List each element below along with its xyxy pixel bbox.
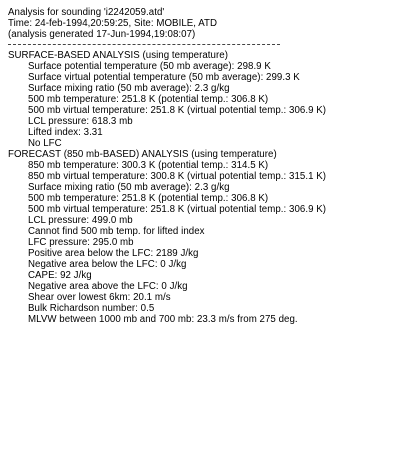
forecast-850mb-virtual-temperature: 850 mb virtual temperature: 300.8 K (virtual potential temp.: 315.1 K) — [28, 171, 327, 182]
divider — [8, 44, 280, 45]
forecast-positive-area: Positive area below the LFC: 2189 J/kg — [28, 248, 199, 259]
forecast-lfc-pressure: LFC pressure: 295.0 mb — [28, 237, 134, 248]
surface-potential-temperature: Surface potential temperature (50 mb average): 298.9 K — [28, 61, 271, 72]
forecast-cape: CAPE: 92 J/kg — [28, 270, 92, 281]
forecast-mlvw: MLVW between 1000 mb and 700 mb: 23.3 m/s from 275 deg. — [28, 314, 298, 325]
forecast-negative-area-above: Negative area above the LFC: 0 J/kg — [28, 281, 188, 292]
surface-virtual-potential-temperature: Surface virtual potential temperature (50 mb average): 299.3 K — [28, 72, 300, 83]
forecast-surface-mixing-ratio: Surface mixing ratio (50 mb average): 2.3 g/kg — [28, 182, 230, 193]
generated-line: (analysis generated 17-Jun-1994,19:08:07) — [8, 29, 196, 40]
forecast-500mb-temperature: 500 mb temperature: 251.8 K (potential temp.: 306.8 K) — [28, 193, 269, 204]
forecast-bulk-richardson: Bulk Richardson number: 0.5 — [28, 303, 155, 314]
forecast-negative-area-below: Negative area below the LFC: 0 J/kg — [28, 259, 187, 270]
forecast-section-heading: FORECAST (850 mb-BASED) ANALYSIS (using temperature) — [8, 149, 277, 160]
sounding-analysis-document — [8, 7, 416, 325]
forecast-lifted-index-note: Cannot find 500 mb temp. for lifted index — [28, 226, 205, 237]
forecast-850mb-temperature: 850 mb temperature: 300.3 K (potential temp.: 314.5 K) — [28, 160, 269, 171]
surface-lifted-index: Lifted index: 3.31 — [28, 127, 103, 138]
surface-lcl-pressure: LCL pressure: 618.3 mb — [28, 116, 133, 127]
time-site-line: Time: 24-feb-1994,20:59:25, Site: MOBILE, ATD — [8, 18, 218, 29]
surface-mixing-ratio: Surface mixing ratio (50 mb average): 2.3 g/kg — [28, 83, 230, 94]
surface-section-heading: SURFACE-BASED ANALYSIS (using temperature) — [8, 50, 228, 61]
forecast-lcl-pressure: LCL pressure: 499.0 mb — [28, 215, 133, 226]
surface-lfc-status: No LFC — [28, 138, 62, 149]
surface-500mb-temperature: 500 mb temperature: 251.8 K (potential temp.: 306.8 K) — [28, 94, 269, 105]
surface-500mb-virtual-temperature: 500 mb virtual temperature: 251.8 K (virtual potential temp.: 306.9 K) — [28, 105, 327, 116]
forecast-500mb-virtual-temperature: 500 mb virtual temperature: 251.8 K (virtual potential temp.: 306.9 K) — [28, 204, 327, 215]
document-title: Analysis for sounding 'i2242059.atd' — [8, 7, 165, 18]
forecast-shear: Shear over lowest 6km: 20.1 m/s — [28, 292, 171, 303]
